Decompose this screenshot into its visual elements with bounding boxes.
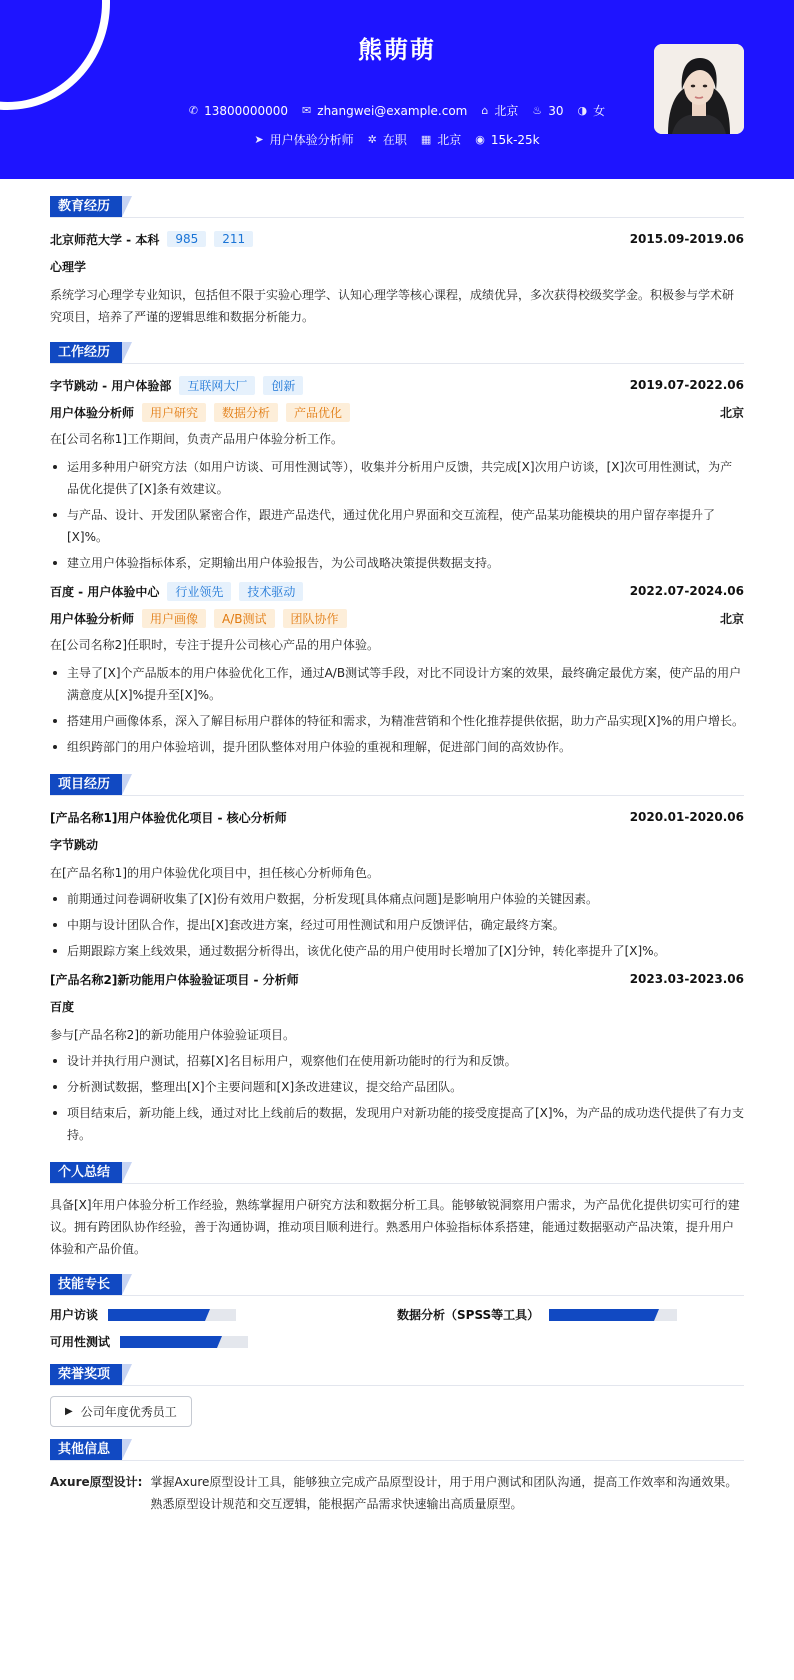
home-icon: ⌂ (481, 104, 489, 117)
award-name: 公司年度优秀员工 (80, 1405, 177, 1419)
section-title: 荣誉奖项 (50, 1364, 122, 1385)
contact-location: ⌂ 北京 (481, 104, 519, 118)
role-tag: 用户研究 (142, 403, 206, 422)
skill-name: 数据分析（SPSS等工具） (397, 1308, 540, 1322)
contact-email: ✉ zhangwei@example.com (302, 103, 468, 118)
project-date: 2023.03-2023.06 (629, 972, 744, 986)
intent-salary: ◉ 15k-25k (475, 132, 540, 147)
project-intro: 在[产品名称1]的用户体验优化项目中，担任核心分析师角色。 (50, 866, 380, 880)
job-role: 用户体验分析师 (50, 611, 135, 626)
skill-bar (120, 1336, 248, 1348)
status-icon: ✲ (367, 133, 377, 146)
company-tag: 互联网大厂 (179, 376, 255, 395)
skill-item (50, 1333, 397, 1350)
list-item: 运用多种用户研究方法（如用户访谈、可用性测试等），收集并分析用户反馈，共完成[X]次用户访谈，[X]次可用性测试，为产品优化提供了[X]条有效建议。 (50, 456, 744, 500)
list-item: 项目结束后，新功能上线，通过对比上线前后的数据，发现用户对新功能的接受度提高了[X]%，为产品的成功迭代提供了有力支持。 (50, 1102, 744, 1146)
skill-bar-fill (108, 1309, 205, 1321)
list-item: 中期与设计团队合作，提出[X]套改进方案，经过可用性测试和用户反馈评估，确定最终方案。 (50, 914, 744, 936)
company-tag: 创新 (263, 376, 303, 395)
skill-bar (108, 1309, 236, 1321)
project-entry (50, 968, 744, 1146)
phone-icon: ✆ (188, 104, 199, 117)
intent-role: ➤ 用户体验分析师 (254, 133, 354, 147)
list-item: 后期跟踪方案上线效果，通过数据分析得出，该优化使产品的用户使用时长增加了[X]分钟，转化率提升了[X]%。 (50, 940, 744, 962)
mail-icon: ✉ (302, 104, 312, 117)
section-work (50, 342, 744, 364)
project-name: [产品名称1]用户体验优化项目 - 核心分析师 (50, 810, 287, 825)
skill-bar-fill (549, 1309, 654, 1321)
intent-status: ✲ 在职 (367, 133, 407, 147)
role-tag: A/B测试 (214, 609, 275, 628)
list-item: 与产品、设计、开发团队紧密合作，跟进产品迭代，通过优化用户界面和交互流程，使产品某功能模块的用户留存率提升了[X]%。 (50, 504, 744, 548)
project-bullets (50, 1050, 744, 1146)
other-text: 掌握Axure原型设计工具，能够独立完成产品原型设计，用于用户测试和团队沟通，提高工作效率和沟通效果。熟悉原型设计规范和交互逻辑，能根据产品需求快速输出高质量原型。 (150, 1475, 738, 1511)
school-tag: 985 (167, 231, 206, 247)
salary-icon: ◉ (475, 133, 485, 146)
section-summary (50, 1162, 744, 1184)
section-title: 工作经历 (50, 342, 122, 363)
award-item (50, 1396, 192, 1427)
work-date: 2019.07-2022.06 (629, 378, 744, 392)
school-tag: 211 (214, 231, 253, 247)
section-title: 教育经历 (50, 196, 122, 217)
skill-bar-fill (120, 1336, 217, 1348)
education-entry (50, 228, 744, 250)
building-icon: ▦ (420, 133, 432, 146)
list-item: 分析测试数据，整理出[X]个主要问题和[X]条改进建议，提交给产品团队。 (50, 1076, 744, 1098)
education-date: 2015.09-2019.06 (629, 232, 744, 246)
work-city: 北京 (719, 405, 744, 420)
section-skills (50, 1274, 744, 1296)
section-education (50, 196, 744, 218)
work-bullets (50, 662, 744, 758)
age-icon: ♨ (532, 104, 543, 117)
role-tag: 团队协作 (283, 609, 347, 628)
project-org: 百度 (50, 1000, 75, 1014)
project-name: [产品名称2]新功能用户体验验证项目 - 分析师 (50, 972, 299, 987)
job-role: 用户体验分析师 (50, 405, 135, 420)
section-title: 项目经历 (50, 774, 122, 795)
contact-phone: ✆ 13800000000 (188, 103, 289, 118)
list-item: 组织跨部门的用户体验培训，提升团队整体对用户体验的重视和理解，促进部门间的高效协作。 (50, 736, 744, 758)
role-tag: 产品优化 (286, 403, 350, 422)
education-desc: 系统学习心理学专业知识，包括但不限于实验心理学、认知心理学等核心课程，成绩优异，多次获得校级奖学金。积极参与学术研究项目，培养了严谨的逻辑思维和数据分析能力。 (50, 288, 735, 324)
skill-item (397, 1306, 744, 1323)
list-item: 主导了[X]个产品版本的用户体验优化工作，通过A/B测试等手段，对比不同设计方案的效果，最终确定最优方案，使产品的用户满意度从[X]%提升至[X]%。 (50, 662, 744, 706)
project-intro: 参与[产品名称2]的新功能用户体验验证项目。 (50, 1028, 295, 1042)
project-org: 字节跳动 (50, 838, 99, 852)
section-title: 个人总结 (50, 1162, 122, 1183)
profile-photo (654, 44, 744, 134)
project-date: 2020.01-2020.06 (629, 810, 744, 824)
contact-gender: ◑ 女 (577, 104, 606, 118)
section-honors (50, 1364, 744, 1386)
gender-icon: ◑ (577, 104, 588, 117)
other-label: Axure原型设计: (50, 1475, 143, 1489)
resume-header (0, 0, 794, 179)
company-tag: 行业领先 (167, 582, 231, 601)
role-tag: 用户画像 (142, 609, 206, 628)
other-info-item (50, 1471, 744, 1515)
skills-list (50, 1306, 744, 1350)
skill-name: 用户访谈 (50, 1308, 99, 1322)
work-entry (50, 580, 744, 758)
work-intro: 在[公司名称1]工作期间，负责产品用户体验分析工作。 (50, 432, 344, 446)
project-entry (50, 806, 744, 962)
section-projects (50, 774, 744, 796)
list-item: 建立用户体验指标体系，定期输出用户体验报告，为公司战略决策提供数据支持。 (50, 552, 744, 574)
skill-bar (549, 1309, 677, 1321)
triangle-right-icon: ▶ (65, 1406, 73, 1417)
role-tag: 数据分析 (214, 403, 278, 422)
work-date: 2022.07-2024.06 (629, 584, 744, 598)
list-item: 搭建用户画像体系，深入了解目标用户群体的特征和需求，为精准营销和个性化推荐提供依据，助力产品实现[X]%的用户增长。 (50, 710, 744, 732)
section-title: 其他信息 (50, 1439, 122, 1460)
list-item: 设计并执行用户测试，招募[X]名目标用户，观察他们在使用新功能时的行为和反馈。 (50, 1050, 744, 1072)
company-tag: 技术驱动 (239, 582, 303, 601)
summary-text: 具备[X]年用户体验分析工作经验，熟练掌握用户研究方法和数据分析工具。能够敏锐洞察用户需求，为产品优化提供切实可行的建议。拥有跨团队协作经验，善于沟通协调，推动项目顺利进行。熟悉用户体验指标体系搭建，能通过数据驱动产品决策，提升用户体验和产品价值。 (50, 1198, 740, 1256)
work-intro: 在[公司名称2]任职时，专注于提升公司核心产品的用户体验。 (50, 638, 380, 652)
section-other (50, 1439, 744, 1461)
company-name: 字节跳动 - 用户体验部 (50, 378, 172, 393)
section-title: 技能专长 (50, 1274, 122, 1295)
skill-item (50, 1306, 397, 1323)
contact-age: ♨ 30 (532, 103, 564, 118)
company-name: 百度 - 用户体验中心 (50, 584, 160, 599)
send-icon: ➤ (254, 133, 264, 146)
work-entry (50, 374, 744, 574)
work-city: 北京 (719, 611, 744, 626)
skill-name: 可用性测试 (50, 1335, 111, 1349)
honors-list (50, 1396, 744, 1427)
work-bullets (50, 456, 744, 574)
avatar-illustration (654, 44, 744, 134)
candidate-name: 熊萌萌 (358, 36, 436, 64)
project-bullets (50, 888, 744, 962)
list-item: 前期通过问卷调研收集了[X]份有效用户数据，分析发现[具体痛点问题]是影响用户体验的关键因素。 (50, 888, 744, 910)
intent-city: ▦ 北京 (420, 133, 462, 147)
education-major: 心理学 (50, 260, 87, 274)
school-name: 北京师范大学 - 本科 (50, 232, 160, 247)
resume-content (50, 196, 744, 1515)
